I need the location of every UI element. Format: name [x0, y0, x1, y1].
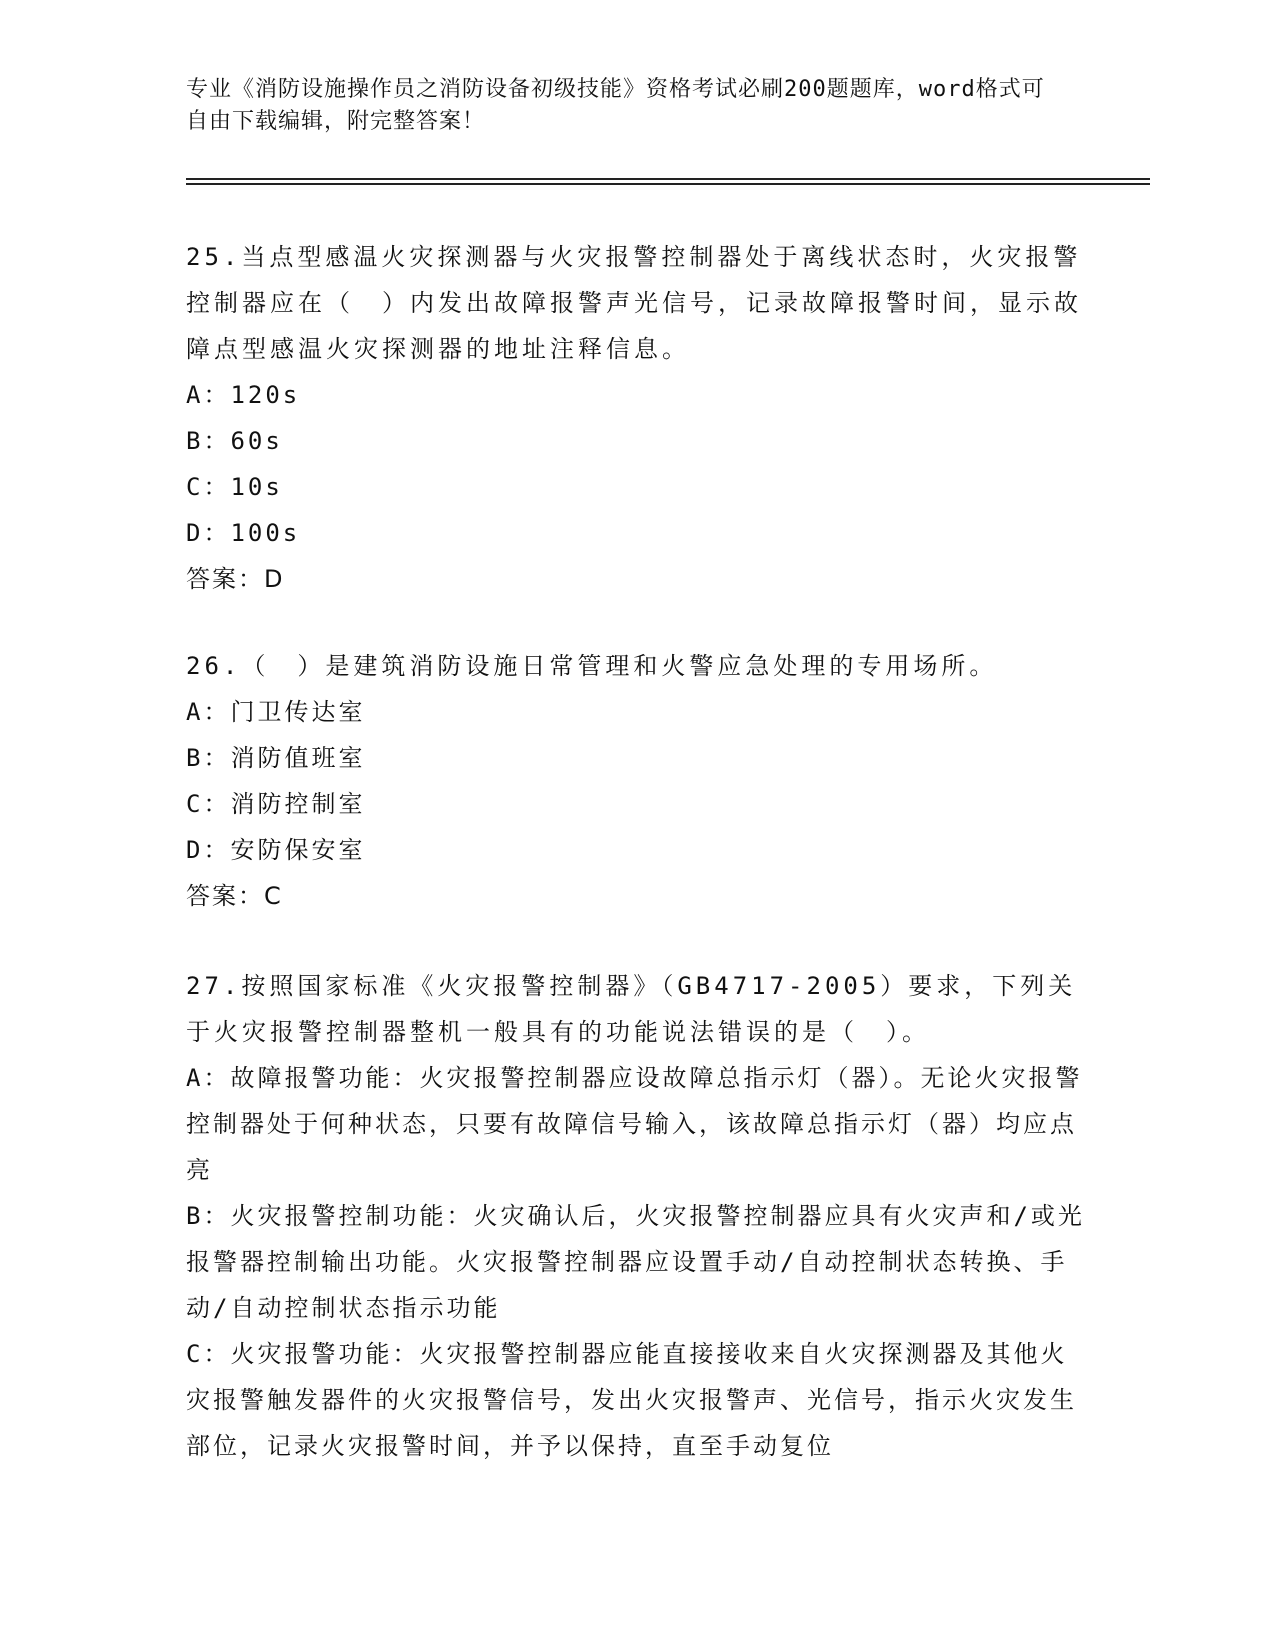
option-a: A：故障报警功能：火灾报警控制器应设故障总指示灯（器）。无论火灾报警控制器处于何种状态，只要有故障信号输入，该故障总指示灯（器）均应点亮	[186, 1064, 1083, 1184]
option-b: B：火灾报警控制功能：火灾确认后，火灾报警控制器应具有火灾声和/或光报警器控制输出功能。火灾报警控制器应设置手动/自动控制状态转换、手动/自动控制状态指示功能	[186, 1202, 1085, 1322]
option-c: C：10s	[186, 473, 283, 501]
option-d: D：安防保安室	[186, 836, 366, 864]
option-a: A：门卫传达室	[186, 698, 366, 726]
document-header: 专业《消防设施操作员之消防设备初级技能》资格考试必刷200题题库，word格式可自由下载编辑，附完整答案！	[186, 77, 1045, 134]
header-divider-line-2	[186, 183, 1150, 185]
option-a: A：120s	[186, 381, 301, 409]
question-27	[186, 963, 1086, 1469]
question-stem: 26.（ ）是建筑消防设施日常管理和火警应急处理的专用场所。	[186, 652, 998, 680]
option-b: B：消防值班室	[186, 744, 366, 772]
question-stem: 27.按照国家标准《火灾报警控制器》（GB4717-2005）要求，下列关于火灾报警控制器整机一般具有的功能说法错误的是（ ）。	[186, 972, 1077, 1046]
question-stem: 25.当点型感温火灾探测器与火灾报警控制器处于离线状态时，火灾报警控制器应在（ ）内发出故障报警声光信号，记录故障报警时间，显示故障点型感温火灾探测器的地址注释信息。	[186, 243, 1082, 363]
option-c: C：火灾报警功能：火灾报警控制器应能直接接收来自火灾探测器及其他火灾报警触发器件的火灾报警信号，发出火灾报警声、光信号，指示火灾发生部位，记录火灾报警时间，并予以保持，直至手动复位	[186, 1340, 1077, 1460]
answer-line: 答案：D	[186, 565, 285, 593]
question-26	[186, 643, 1086, 919]
option-d: D：100s	[186, 519, 301, 547]
header-divider-line	[186, 178, 1150, 180]
option-b: B：60s	[186, 427, 283, 455]
option-c: C：消防控制室	[186, 790, 366, 818]
question-25	[186, 234, 1086, 602]
answer-line: 答案：C	[186, 882, 283, 910]
